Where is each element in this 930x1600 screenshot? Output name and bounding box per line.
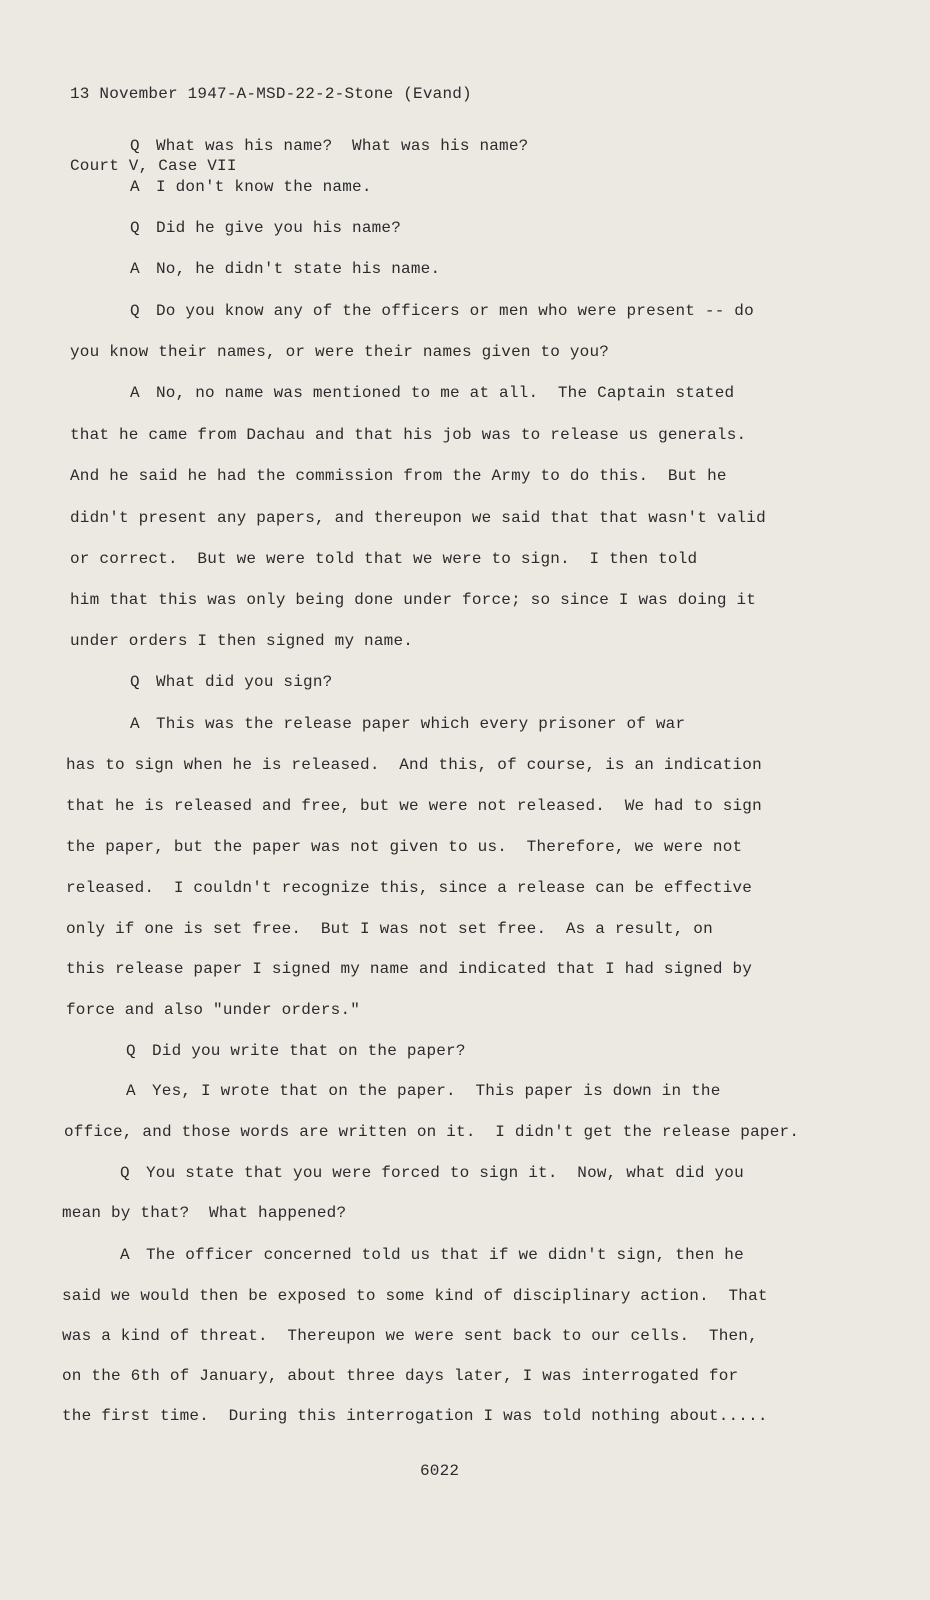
line-text: What did you sign? bbox=[156, 673, 333, 691]
line-text: No, no name was mentioned to me at all. The Captain stated bbox=[156, 384, 735, 402]
line-text: released. I couldn't recognize this, since a release can be effective bbox=[66, 879, 753, 897]
transcript-line bbox=[130, 177, 372, 197]
line-marker: Q bbox=[130, 219, 140, 237]
transcript-line bbox=[62, 1366, 738, 1386]
transcript-line bbox=[66, 796, 762, 816]
line-marker: A bbox=[126, 1082, 136, 1100]
line-text: office, and those words are written on it. I didn't get the release paper. bbox=[64, 1123, 800, 1141]
line-text: the paper, but the paper was not given to us. Therefore, we were not bbox=[66, 838, 743, 856]
line-marker: Q bbox=[130, 302, 140, 320]
transcript-line bbox=[130, 714, 685, 734]
line-text: that he is released and free, but we were not released. We had to sign bbox=[66, 797, 762, 815]
line-text: that he came from Dachau and that his job was to release us generals. bbox=[70, 426, 747, 444]
transcript-line bbox=[62, 1286, 768, 1306]
transcript-line bbox=[130, 259, 440, 279]
line-text: you know their names, or were their names given to you? bbox=[70, 343, 610, 361]
transcript-line bbox=[66, 1000, 360, 1020]
line-text: mean by that? What happened? bbox=[62, 1204, 347, 1222]
line-text: or correct. But we were told that we were to sign. I then told bbox=[70, 550, 698, 568]
transcript-line bbox=[130, 672, 332, 692]
transcript-line bbox=[130, 383, 734, 403]
transcript-line bbox=[126, 1041, 466, 1061]
transcript-line bbox=[130, 301, 754, 321]
transcript-line bbox=[66, 919, 713, 939]
transcript-line bbox=[62, 1203, 346, 1223]
line-text: was a kind of threat. Thereupon we were sent back to our cells. Then, bbox=[62, 1327, 758, 1345]
line-text: this release paper I signed my name and indicated that I had signed by bbox=[66, 960, 753, 978]
line-text: the first time. During this interrogation I was told nothing about..... bbox=[62, 1407, 768, 1425]
transcript-line bbox=[120, 1245, 744, 1265]
transcript-line bbox=[62, 1326, 758, 1346]
transcript-line bbox=[126, 1081, 721, 1101]
line-text: didn't present any papers, and thereupon we said that that wasn't valid bbox=[70, 509, 766, 527]
line-text: Yes, I wrote that on the paper. This paper is down in the bbox=[152, 1082, 721, 1100]
transcript-line bbox=[62, 1406, 768, 1426]
transcript-line bbox=[70, 631, 413, 651]
transcript-line bbox=[70, 508, 766, 528]
line-text: This was the release paper which every prisoner of war bbox=[156, 715, 686, 733]
line-text: The officer concerned told us that if we didn't sign, then he bbox=[146, 1246, 744, 1264]
line-text: under orders I then signed my name. bbox=[70, 632, 414, 650]
line-marker: A bbox=[130, 384, 140, 402]
transcript-line bbox=[66, 755, 762, 775]
line-text: him that this was only being done under force; so since I was doing it bbox=[70, 591, 757, 609]
line-marker: Q bbox=[130, 673, 140, 691]
transcript-line bbox=[70, 466, 727, 486]
line-text: Did he give you his name? bbox=[156, 219, 402, 237]
line-marker: A bbox=[130, 715, 140, 733]
line-text: And he said he had the commission from the Army to do this. But he bbox=[70, 467, 727, 485]
transcript-line bbox=[120, 1163, 744, 1183]
line-text: You state that you were forced to sign it. Now, what did you bbox=[146, 1164, 744, 1182]
line-text: Did you write that on the paper? bbox=[152, 1042, 466, 1060]
header-court-case: Court V, Case VII bbox=[70, 157, 237, 175]
line-text: on the 6th of January, about three days later, I was interrogated for bbox=[62, 1367, 739, 1385]
line-text: Do you know any of the officers or men who were present -- do bbox=[156, 302, 754, 320]
transcript-line bbox=[130, 218, 401, 238]
line-marker: A bbox=[130, 178, 140, 196]
page-number: 6022 bbox=[420, 1462, 460, 1480]
transcript-line bbox=[130, 136, 528, 156]
line-marker: A bbox=[120, 1246, 130, 1264]
line-text: said we would then be exposed to some kind of disciplinary action. That bbox=[62, 1287, 768, 1305]
line-text: I don't know the name. bbox=[156, 178, 372, 196]
header-date-reference: 13 November 1947-A-MSD-22-2-Stone (Evand) bbox=[70, 85, 472, 103]
transcript-line bbox=[70, 342, 609, 362]
transcript-line bbox=[70, 590, 756, 610]
transcript-line bbox=[64, 1122, 799, 1142]
line-marker: A bbox=[130, 260, 140, 278]
line-text: has to sign when he is released. And this, of course, is an indication bbox=[66, 756, 762, 774]
line-marker: Q bbox=[120, 1164, 130, 1182]
transcript-line bbox=[66, 878, 752, 898]
transcript-line bbox=[66, 837, 742, 857]
line-text: What was his name? What was his name? bbox=[156, 137, 529, 155]
transcript-line bbox=[70, 549, 697, 569]
line-marker: Q bbox=[126, 1042, 136, 1060]
line-text: force and also "under orders." bbox=[66, 1001, 361, 1019]
transcript-line bbox=[70, 425, 746, 445]
transcript-line bbox=[66, 959, 752, 979]
line-text: only if one is set free. But I was not set free. As a result, on bbox=[66, 920, 713, 938]
document-header bbox=[70, 34, 472, 226]
line-text: No, he didn't state his name. bbox=[156, 260, 441, 278]
line-marker: Q bbox=[130, 137, 140, 155]
